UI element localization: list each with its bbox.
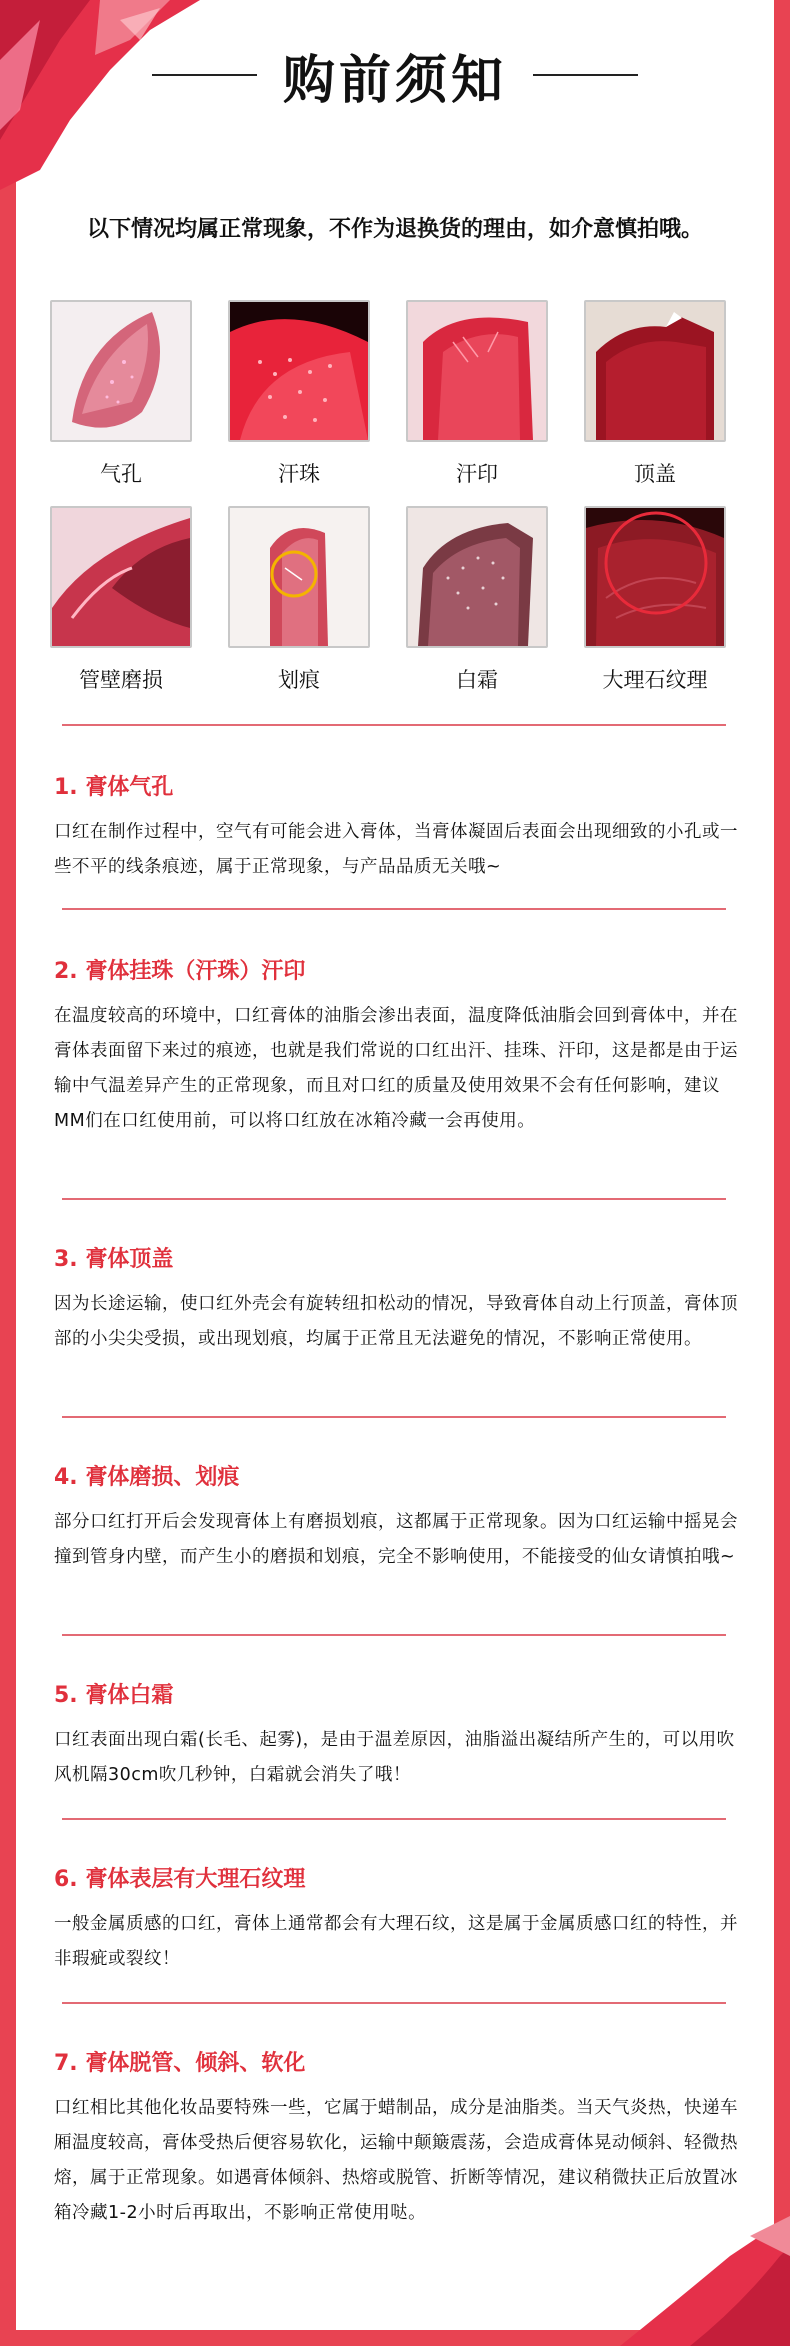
example-label: 汗印 <box>456 462 498 486</box>
example-label: 汗珠 <box>278 462 320 486</box>
example-tile <box>228 506 370 712</box>
section-body: 口红在制作过程中，空气有可能会进入膏体，当膏体凝固后表面会出现细致的小孔或一些不平的线条痕迹，属于正常现象，与产品品质无关哦~ <box>54 822 738 877</box>
tube-wear-photo <box>50 506 192 648</box>
example-tile <box>50 300 192 506</box>
example-tile <box>406 506 548 712</box>
example-label: 大理石纹理 <box>602 668 708 692</box>
example-label: 管壁磨损 <box>79 668 163 692</box>
divider <box>62 1416 726 1418</box>
example-label: 气孔 <box>100 462 142 486</box>
title-bar <box>0 30 790 120</box>
example-tile <box>406 300 548 506</box>
section-title: 6. 膏体表层有大理石纹理 <box>54 1867 306 1892</box>
example-tile <box>50 506 192 712</box>
example-label: 顶盖 <box>634 462 676 486</box>
sweat-mark-photo <box>406 300 548 442</box>
divider <box>62 724 726 726</box>
header <box>0 0 790 180</box>
title-line-left <box>152 74 257 76</box>
lipstick-smear-decoration <box>580 2216 790 2346</box>
divider <box>62 1198 726 1200</box>
example-tile <box>228 300 370 506</box>
section-body: 一般金属质感的口红，膏体上通常都会有大理石纹，这是属于金属质感口红的特性，并非瑕疵或裂纹！ <box>54 1914 738 1969</box>
frost-photo <box>406 506 548 648</box>
divider <box>62 1634 726 1636</box>
example-label: 划痕 <box>278 668 320 692</box>
section-body: 因为长途运输，使口红外壳会有旋转纽扣松动的情况，导致膏体自动上行顶盖，膏体顶部的小尖尖受损，或出现划痕，均属于正常且无法避免的情况，不影响正常使用。 <box>54 1294 738 1349</box>
section-4 <box>54 1460 744 1575</box>
divider <box>62 908 726 910</box>
marble-texture-photo <box>584 506 726 648</box>
example-label: 白霜 <box>456 668 498 692</box>
section-body: 口红相比其他化妆品要特殊一些，它属于蜡制品，成分是油脂类。当天气炎热，快递车厢温度较高，膏体受热后便容易软化，运输中颠簸震荡，会造成膏体晃动倾斜、轻微热熔，属于正常现象。如遇膏体倾斜、热熔或脱管、折断等情况，建议稍微扶正后放置冰箱冷藏1-2小时后再取出，不影响正常使用哒。 <box>54 2098 738 2223</box>
section-3 <box>54 1242 744 1357</box>
section-body: 在温度较高的环境中，口红膏体的油脂会渗出表面，温度降低油脂会回到膏体中，并在膏体表面留下来过的痕迹，也就是我们常说的口红出汗、挂珠、汗印，这是都是由于运输中气温差异产生的正常现象，而且对口红的质量及使用效果不会有任何影响，建议MM们在口红使用前，可以将口红放在冰箱冷藏一会再使用。 <box>54 1006 738 1131</box>
example-grid <box>50 300 740 712</box>
example-tile <box>584 300 726 506</box>
section-2 <box>54 954 744 1139</box>
scratch-photo <box>228 506 370 648</box>
divider <box>62 1818 726 1820</box>
title-line-right <box>533 74 638 76</box>
section-body: 口红表面出现白霜(长毛、起雾)，是由于温差原因，油脂溢出凝结所产生的，可以用吹风机隔30cm吹几秒钟，白霜就会消失了哦！ <box>54 1730 735 1785</box>
section-5 <box>54 1678 744 1793</box>
sweat-bead-photo <box>228 300 370 442</box>
section-title: 1. 膏体气孔 <box>54 775 174 800</box>
air-hole-photo <box>50 300 192 442</box>
section-title: 4. 膏体磨损、划痕 <box>54 1465 240 1490</box>
section-title: 2. 膏体挂珠（汗珠）汗印 <box>54 959 306 984</box>
section-title: 3. 膏体顶盖 <box>54 1247 174 1272</box>
section-7 <box>54 2046 744 2231</box>
section-title: 5. 膏体白霜 <box>54 1683 174 1708</box>
page-title: 购前须知 <box>282 50 507 111</box>
section-body: 部分口红打开后会发现膏体上有磨损划痕，这都属于正常现象。因为口红运输中摇晃会撞到管身内壁，而产生小的磨损和划痕，完全不影响使用，不能接受的仙女请慎拍哦~ <box>54 1512 738 1567</box>
divider <box>62 2002 726 2004</box>
section-6 <box>54 1862 744 1977</box>
intro-text: 以下情况均属正常现象，不作为退换货的理由，如介意慎拍哦。 <box>86 217 703 242</box>
section-title: 7. 膏体脱管、倾斜、软化 <box>54 2051 306 2076</box>
section-1 <box>54 770 744 885</box>
example-tile <box>584 506 726 712</box>
top-cap-photo <box>584 300 726 442</box>
